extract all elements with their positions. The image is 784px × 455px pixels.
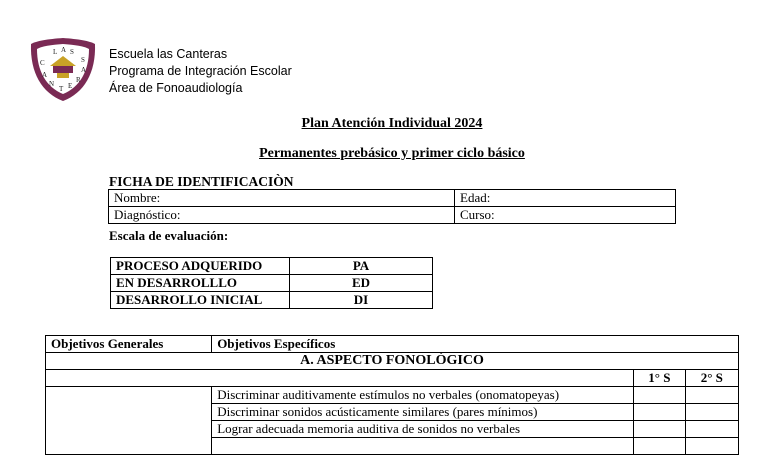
logo-letter: N <box>49 80 55 88</box>
table-row <box>109 190 676 207</box>
semester-1-cell[interactable] <box>634 387 685 404</box>
section-title: A. ASPECTO FONOLÓGICO <box>46 353 739 370</box>
semester-1-cell[interactable] <box>634 404 685 421</box>
area-name: Área de Fonoaudiología <box>109 81 243 95</box>
scale-heading: Escala de evaluación: <box>109 228 229 243</box>
specific-objective: Discriminar sonidos acústicamente similares (pares mínimos) <box>212 404 634 421</box>
school-logo <box>28 35 98 103</box>
age-field[interactable]: Edad: <box>455 190 676 207</box>
blank-cell <box>46 370 634 387</box>
program-name: Programa de Integración Escolar <box>109 64 292 78</box>
logo-letter: E <box>68 82 73 90</box>
scale-label: PROCESO ADQUERIDO <box>111 258 290 275</box>
course-field[interactable]: Curso: <box>455 207 676 224</box>
logo-letter: T <box>59 85 64 93</box>
semester-1-header: 1° S <box>634 370 685 387</box>
semester-1-cell[interactable] <box>634 421 685 438</box>
school-name: Escuela las Canteras <box>109 47 228 61</box>
table-header-row <box>46 336 739 353</box>
col-specific-header: Objetivos Específicos <box>212 336 739 353</box>
table-row <box>111 292 433 309</box>
section-row <box>46 353 739 370</box>
logo-letter: A <box>61 46 67 54</box>
identification-heading: FICHA DE IDENTIFICACIÒN <box>109 174 294 189</box>
objectives-table <box>45 335 739 455</box>
scale-code: DI <box>290 292 433 309</box>
scale-label: DESARROLLO INICIAL <box>111 292 290 309</box>
specific-objective: Lograr adecuada memoria auditiva de sonidos no verbales <box>212 421 634 438</box>
logo-letter: S <box>70 48 74 56</box>
logo-letter: R <box>76 76 81 84</box>
evaluation-scale-table <box>110 257 433 309</box>
semester-2-cell[interactable] <box>685 421 738 438</box>
col-general-header: Objetivos Generales <box>46 336 212 353</box>
semester-2-cell[interactable] <box>685 387 738 404</box>
specific-objective: Discriminar auditivamente estímulos no verbales (onomatopeyas) <box>212 387 634 404</box>
semester-2-cell[interactable] <box>685 438 738 455</box>
document-subtitle: Permanentes prebásico y primer ciclo básico <box>259 146 525 161</box>
specific-objective-empty <box>212 438 634 455</box>
school-crest-logo-icon <box>28 35 98 103</box>
logo-letter: S <box>81 56 85 64</box>
diagnosis-field[interactable]: Diagnóstico: <box>109 207 455 224</box>
scale-label: EN DESARROLLLO <box>111 275 290 292</box>
school-info <box>109 46 292 97</box>
general-objective-cell <box>46 387 212 455</box>
semester-header-row <box>46 370 739 387</box>
logo-letter: L <box>53 48 58 56</box>
table-row <box>46 387 739 404</box>
logo-letter: A <box>42 71 48 79</box>
logo-letter: A <box>81 66 87 74</box>
name-field[interactable]: Nombre: <box>109 190 455 207</box>
identification-table <box>108 189 676 224</box>
semester-2-header: 2° S <box>685 370 738 387</box>
document-title: Plan Atención Individual 2024 <box>301 116 483 131</box>
scale-code: PA <box>290 258 433 275</box>
semester-2-cell[interactable] <box>685 404 738 421</box>
table-row <box>111 275 433 292</box>
semester-1-cell[interactable] <box>634 438 685 455</box>
table-row <box>109 207 676 224</box>
logo-letter: C <box>40 59 45 67</box>
table-row <box>111 258 433 275</box>
scale-code: ED <box>290 275 433 292</box>
